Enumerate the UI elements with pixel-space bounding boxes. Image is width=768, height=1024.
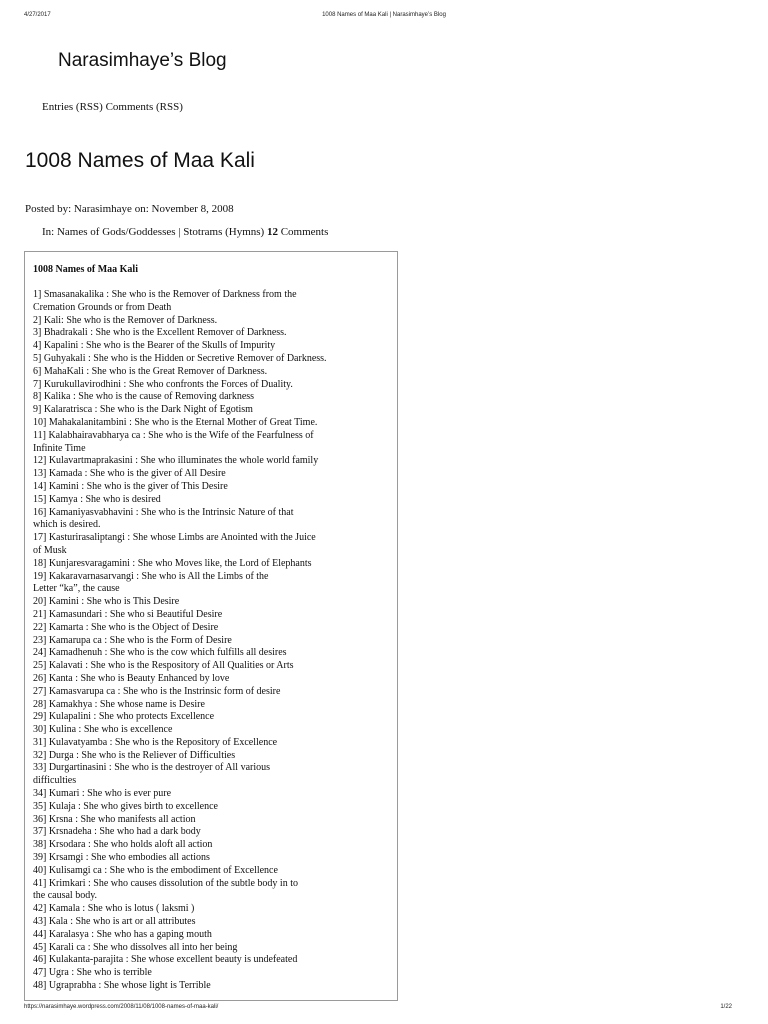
in-label: In: xyxy=(42,226,57,238)
name-list-line: 42] Kamala : She who is lotus ( laksmi ) xyxy=(33,903,195,915)
name-list-line: 37] Krsnadeha : She who had a dark body xyxy=(33,826,201,838)
name-list-line: 20] Kamini : She who is This Desire xyxy=(33,596,180,608)
post-content-box xyxy=(24,251,398,1001)
name-list-line: 30] Kulina : She who is excellence xyxy=(33,724,173,736)
name-list-line: 6] MahaKali : She who is the Great Remover of Darkness. xyxy=(33,365,268,377)
name-list-line: 19] Kakaravarnasarvangi : She who is All the Limbs of the xyxy=(33,570,269,582)
name-list-line: 46] Kulakanta-parajita : She whose excellent beauty is undefeated xyxy=(33,954,298,966)
name-list-line: 23] Kamarupa ca : She who is the Form of Desire xyxy=(33,634,232,646)
posted-by-label: Posted by: xyxy=(25,203,74,215)
post-categories xyxy=(42,226,328,238)
entries-rss-link[interactable]: Entries (RSS) xyxy=(42,101,103,113)
names-list xyxy=(33,289,385,993)
name-list-line: 40] Kulisamgi ca : She who is the embodiment of Excellence xyxy=(33,864,278,876)
post-date: on: November 8, 2008 xyxy=(131,203,234,215)
name-list-line: 2] Kali: She who is the Remover of Darkness. xyxy=(33,314,218,326)
name-list-line: 17] Kasturirasaliptangi : She whose Limbs are Anointed with the Juice xyxy=(33,532,316,544)
name-list-line: 16] Kamaniyasvabhavini : She who is the Intrinsic Nature of that xyxy=(33,506,294,518)
comments-rss-link[interactable]: Comments (RSS) xyxy=(105,101,183,113)
name-list-line: the causal body. xyxy=(33,890,98,902)
name-list-line: 25] Kalavati : She who is the Respository of All Qualities or Arts xyxy=(33,660,294,672)
name-list-line: 4] Kapalini : She who is the Bearer of the Skulls of Impurity xyxy=(33,340,276,352)
name-list-line: which is desired. xyxy=(33,519,101,531)
comments-count: 12 xyxy=(266,226,278,238)
name-list-line: 32] Durga : She who is the Reliever of Difficulties xyxy=(33,749,236,761)
name-list-line: 41] Krimkari : She who causes dissolution of the subtle body in to xyxy=(33,877,298,889)
category-separator: | xyxy=(175,226,184,238)
name-list-line: 13] Kamada : She who is the giver of All Desire xyxy=(33,468,226,480)
name-list-line: 10] Mahakalanitambini : She who is the Eternal Mother of Great Time. xyxy=(33,416,318,428)
category-link-names-of-gods[interactable]: Names of Gods/Goddesses xyxy=(56,226,176,238)
feed-links xyxy=(42,101,183,113)
name-list-line: 47] Ugra : She who is terrible xyxy=(33,967,152,979)
print-page-number: 1/22 xyxy=(720,1004,732,1010)
name-list-line: 43] Kala : She who is art or all attributes xyxy=(33,916,196,928)
content-heading: 1008 Names of Maa Kali xyxy=(33,264,138,275)
name-list-line: 7] Kurukullavirodhini : She who confronts the Forces of Duality. xyxy=(33,378,293,390)
name-list-line: Cremation Grounds or from Death xyxy=(33,301,172,313)
name-list-line: 3] Bhadrakali : She who is the Excellent Remover of Darkness. xyxy=(33,327,287,339)
name-list-line: 12] Kulavartmaprakasini : She who illuminates the whole world family xyxy=(33,455,319,467)
name-list-line: 33] Durgartinasini : She who is the destroyer of All various xyxy=(33,762,271,774)
print-page-title: 1008 Names of Maa Kali | Narasimhaye’s Blog xyxy=(322,12,446,18)
name-list-line: 9] Kalaratrisca : She who is the Dark Night of Egotism xyxy=(33,404,253,416)
comments-label: Comments xyxy=(277,226,329,238)
name-list-line: 39] Krsamgi : She who embodies all actions xyxy=(33,852,210,864)
name-list-line: 36] Krsna : She who manifests all action xyxy=(33,813,196,825)
print-url: https://narasimhaye.wordpress.com/2008/11/08/1008-names-of-maa-kali/ xyxy=(24,1004,219,1010)
blog-title-link[interactable]: Narasimhaye’s Blog xyxy=(58,50,227,71)
name-list-line: 45] Karali ca : She who dissolves all into her being xyxy=(33,941,238,953)
name-list-line: 14] Kamini : She who is the giver of This Desire xyxy=(33,480,228,492)
name-list-line: 34] Kumari : She who is ever pure xyxy=(33,788,172,800)
post-meta xyxy=(25,203,234,215)
name-list-line: 5] Guhyakali : She who is the Hidden or Secretive Remover of Darkness. xyxy=(33,352,327,364)
name-list-line: 1] Smasanakalika : She who is the Remover of Darkness from the xyxy=(33,289,297,300)
name-list-line: 18] Kunjaresvaragamini : She who Moves like, the Lord of Elephants xyxy=(33,557,312,569)
name-list-line: 24] Kamadhenuh : She who is the cow which fulfills all desires xyxy=(33,647,287,659)
name-list-line: 28] Kamakhya : She whose name is Desire xyxy=(33,698,205,710)
name-list-line: 31] Kulavatyamba : She who is the Repository of Excellence xyxy=(33,736,278,748)
name-list-line: 15] Kamya : She who is desired xyxy=(33,493,161,505)
comments-link[interactable] xyxy=(267,226,328,238)
category-link-stotrams[interactable]: Stotrams (Hymns) xyxy=(183,226,265,238)
name-list-line: 26] Kanta : She who is Beauty Enhanced by love xyxy=(33,672,230,684)
author-link[interactable]: Narasimhaye xyxy=(73,203,132,215)
name-list-line: 44] Karalasya : She who has a gaping mouth xyxy=(33,928,212,940)
print-date: 4/27/2017 xyxy=(24,12,51,18)
name-list-line: difficulties xyxy=(33,775,77,787)
name-list-line: 8] Kalika : She who is the cause of Removing darkness xyxy=(33,391,255,403)
name-list-line: 11] Kalabhairavabharya ca : She who is the Wife of the Fearfulness of xyxy=(33,429,314,441)
name-list-line: 22] Kamarta : She who is the Object of Desire xyxy=(33,621,219,633)
name-list-line: 35] Kulaja : She who gives birth to excellence xyxy=(33,800,218,812)
name-list-line: 29] Kulapalini : She who protects Excellence xyxy=(33,711,215,723)
post-title: 1008 Names of Maa Kali xyxy=(25,149,255,172)
name-list-line: 38] Krsodara : She who holds aloft all action xyxy=(33,839,213,851)
name-list-line: 27] Kamasvarupa ca : She who is the Instrinsic form of desire xyxy=(33,685,281,697)
name-list-line: Letter “ka”, the cause xyxy=(33,583,120,595)
name-list-line: 48] Ugraprabha : She whose light is Terrible xyxy=(33,980,211,992)
name-list-line: of Musk xyxy=(33,544,67,556)
name-list-line: 21] Kamasundari : She who si Beautiful Desire xyxy=(33,608,223,620)
name-list-line: Infinite Time xyxy=(33,442,86,454)
